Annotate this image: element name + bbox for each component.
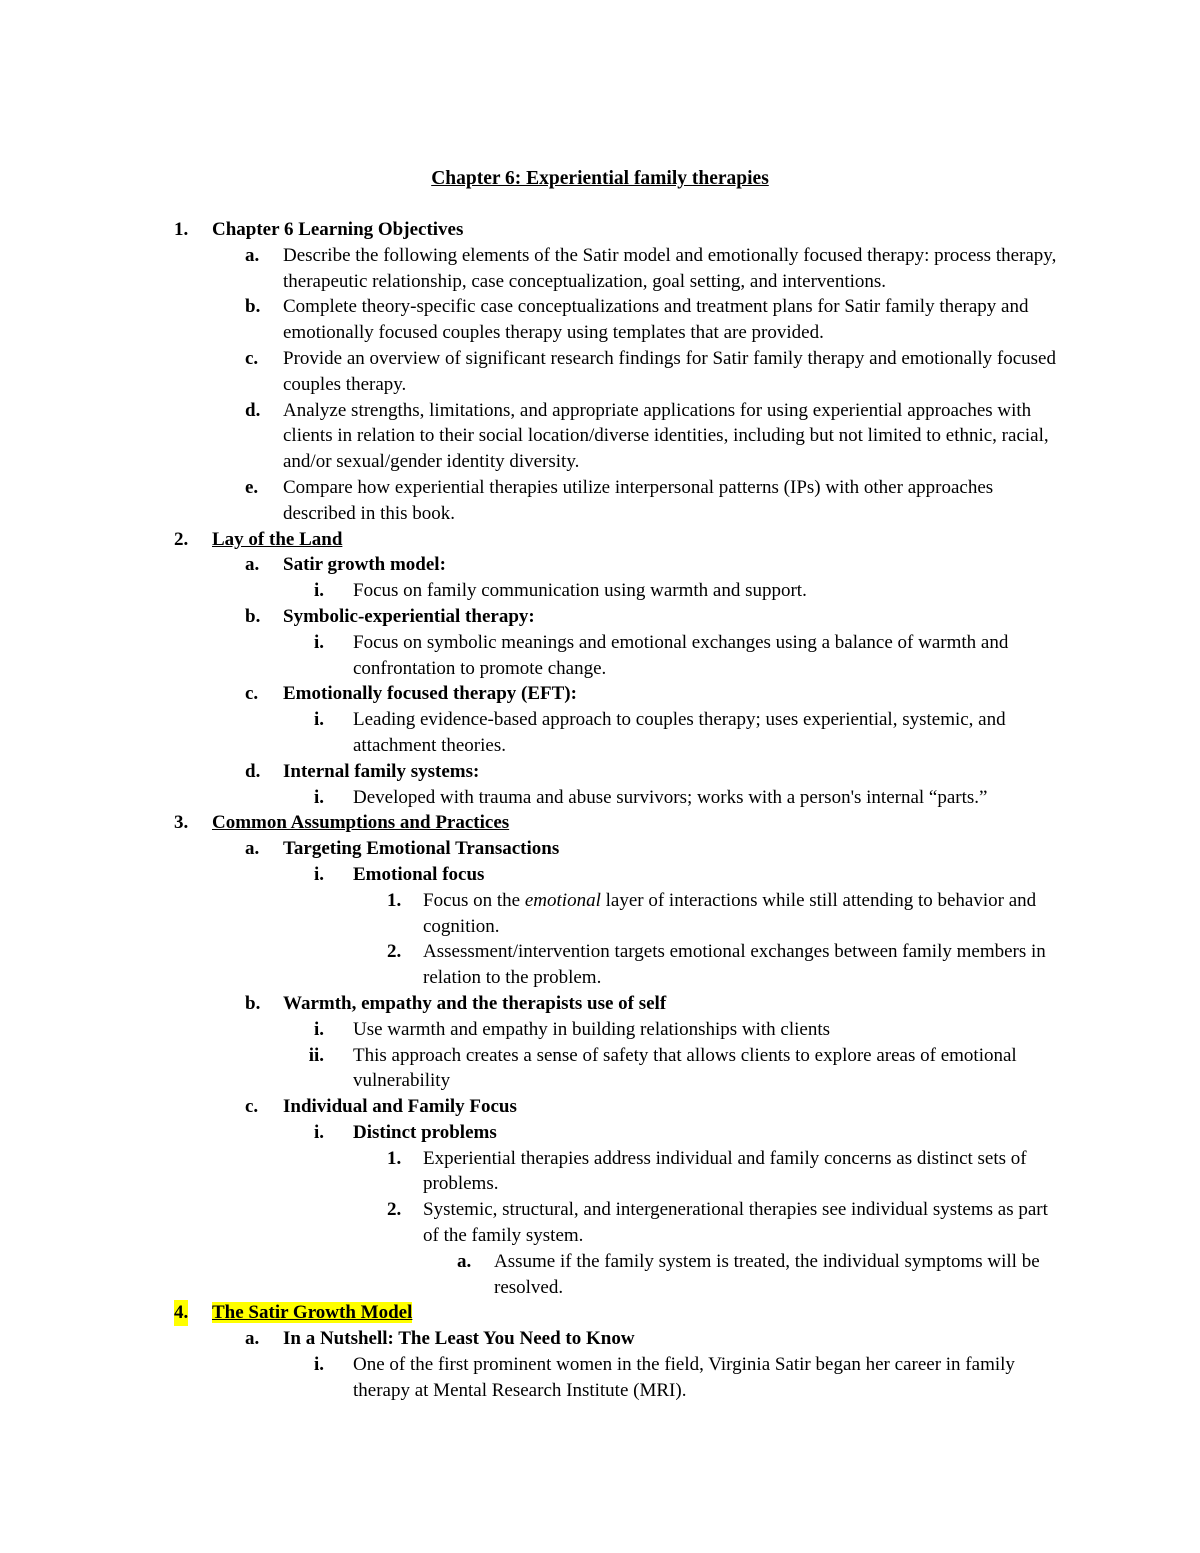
page-title: Chapter 6: Experiential family therapies bbox=[431, 168, 769, 189]
section-2 bbox=[0, 527, 1200, 553]
item-marker: i. bbox=[313, 863, 324, 885]
assumption-a-i-2 bbox=[0, 939, 1200, 991]
item-marker: i. bbox=[313, 631, 324, 653]
item-marker: b. bbox=[245, 992, 261, 1014]
item-text: Systemic, structural, and intergenerational therapies see individual systems as part of the family system. bbox=[423, 1199, 1048, 1247]
section-number: 3. bbox=[174, 812, 189, 834]
assumption-c-i-1 bbox=[0, 1146, 1200, 1198]
section-heading: Common Assumptions and Practices bbox=[212, 812, 510, 834]
outline bbox=[0, 217, 1200, 1404]
section-heading: Lay of the Land bbox=[212, 528, 343, 550]
item-text: One of the first prominent women in the field, Virginia Satir began her career in family therapy at Mental Research Institute (MRI). bbox=[353, 1354, 1015, 1401]
item-text: Assume if the family system is treated, the individual symptoms will be resolved. bbox=[494, 1250, 1040, 1298]
objective-c bbox=[0, 346, 1200, 398]
approach-ifs-detail bbox=[0, 785, 1200, 811]
approach-eft bbox=[0, 681, 1200, 707]
item-marker: 2. bbox=[387, 941, 402, 963]
item-marker: b. bbox=[245, 605, 261, 627]
item-marker: a. bbox=[245, 838, 260, 860]
item-text: Assessment/intervention targets emotional exchanges between family members in relation to the problem. bbox=[423, 941, 1046, 989]
section-number: 4. bbox=[174, 1300, 188, 1326]
item-marker: c. bbox=[245, 1096, 259, 1118]
item-marker: a. bbox=[245, 554, 260, 576]
item-text: Compare how experiential therapies utilize interpersonal patterns (IPs) with other approaches described in this book. bbox=[283, 476, 994, 524]
item-text: Leading evidence-based approach to couples therapy; uses experiential, systemic, and attachment theories. bbox=[353, 709, 1006, 756]
item-text: Use warmth and empathy in building relationships with clients bbox=[353, 1018, 831, 1040]
item-text bbox=[423, 888, 1060, 940]
item-marker: a. bbox=[245, 1328, 260, 1350]
section-number: 2. bbox=[174, 528, 189, 550]
assumption-b-ii bbox=[0, 1043, 1200, 1095]
item-marker: a. bbox=[457, 1250, 472, 1272]
section-heading bbox=[212, 1300, 1070, 1326]
item-marker: d. bbox=[245, 760, 261, 782]
satir-a-i bbox=[0, 1352, 1200, 1404]
approach-satir-detail bbox=[0, 578, 1200, 604]
item-text: Emotionally focused therapy (EFT): bbox=[283, 683, 577, 705]
item-marker: c. bbox=[245, 347, 259, 369]
section-number: 1. bbox=[174, 219, 189, 240]
item-text: In a Nutshell: The Least You Need to Know bbox=[283, 1328, 635, 1350]
approach-satir bbox=[0, 552, 1200, 578]
item-marker: 1. bbox=[387, 1147, 402, 1169]
highlighted-heading: The Satir Growth Model bbox=[212, 1302, 413, 1324]
item-marker: c. bbox=[245, 683, 259, 705]
assumption-b-i bbox=[0, 1017, 1200, 1043]
item-marker: i. bbox=[313, 580, 324, 602]
item-text: Internal family systems: bbox=[283, 760, 480, 782]
item-marker: b. bbox=[245, 296, 261, 318]
item-text: Provide an overview of significant research findings for Satir family therapy and emotionally focused couples therapy. bbox=[283, 347, 1056, 395]
approach-symbolic bbox=[0, 604, 1200, 630]
text-part: layer of interactions while still attending to behavior and cognition. bbox=[423, 889, 1037, 937]
item-text: Satir growth model: bbox=[283, 554, 446, 576]
item-marker: e. bbox=[245, 476, 259, 498]
item-text: Focus on family communication using warmth and support. bbox=[353, 580, 807, 602]
item-marker: i. bbox=[313, 1018, 324, 1040]
assumption-a-i-1 bbox=[0, 888, 1200, 940]
section-1 bbox=[0, 217, 1200, 243]
assumption-a bbox=[0, 836, 1200, 862]
item-marker: 1. bbox=[387, 889, 402, 911]
item-marker: ii. bbox=[308, 1044, 324, 1066]
item-text: Emotional focus bbox=[353, 863, 485, 885]
item-marker: d. bbox=[245, 399, 261, 421]
section-4 bbox=[0, 1300, 1200, 1326]
assumption-c-i-2 bbox=[0, 1197, 1200, 1249]
item-marker: i. bbox=[313, 1354, 324, 1376]
item-marker: i. bbox=[313, 1121, 324, 1143]
item-text: This approach creates a sense of safety that allows clients to explore areas of emotional vulnerability bbox=[353, 1044, 1017, 1092]
objective-b bbox=[0, 294, 1200, 346]
approach-symbolic-detail bbox=[0, 630, 1200, 682]
assumption-c-i-2-a bbox=[0, 1249, 1200, 1301]
item-text: Distinct problems bbox=[353, 1121, 497, 1143]
item-marker: a. bbox=[245, 244, 260, 266]
satir-a bbox=[0, 1326, 1200, 1352]
assumption-c-i bbox=[0, 1120, 1200, 1146]
item-marker: i. bbox=[313, 786, 324, 808]
assumption-b bbox=[0, 991, 1200, 1017]
item-marker: 2. bbox=[387, 1199, 402, 1221]
item-text: Targeting Emotional Transactions bbox=[283, 838, 560, 860]
section-3 bbox=[0, 810, 1200, 836]
item-text: Experiential therapies address individual and family concerns as distinct sets of problems. bbox=[423, 1147, 1027, 1195]
item-text: Warmth, empathy and the therapists use of self bbox=[283, 992, 667, 1014]
item-text: Individual and Family Focus bbox=[283, 1096, 517, 1118]
item-text: Symbolic-experiential therapy: bbox=[283, 605, 535, 627]
item-text: Complete theory-specific case conceptualizations and treatment plans for Satir family therapy and emotionally focused couples therapy using templates that are provided. bbox=[283, 296, 1029, 344]
item-text: Focus on symbolic meanings and emotional exchanges using a balance of warmth and confrontation to promote change. bbox=[353, 631, 1009, 679]
text-part: Focus on the bbox=[423, 889, 525, 911]
approach-ifs bbox=[0, 759, 1200, 785]
section-heading: Chapter 6 Learning Objectives bbox=[212, 219, 464, 240]
item-text: Analyze strengths, limitations, and appropriate applications for using experiential approaches with clients in relation to their social location/diverse identities, including but not limited to ethnic, racial, and/or sexual/gender identity diversity. bbox=[283, 399, 1049, 473]
objective-d bbox=[0, 398, 1200, 475]
item-text: Developed with trauma and abuse survivors; works with a person's internal “parts.” bbox=[353, 786, 988, 808]
approach-eft-detail bbox=[0, 707, 1200, 759]
objective-a bbox=[0, 243, 1200, 295]
assumption-a-i bbox=[0, 862, 1200, 888]
item-text: Describe the following elements of the Satir model and emotionally focused therapy: process therapy, therapeutic relationship, case conceptualization, goal setting, and interventions. bbox=[283, 244, 1057, 292]
objective-e bbox=[0, 475, 1200, 527]
assumption-c bbox=[0, 1094, 1200, 1120]
emphasis-text: emotional bbox=[524, 889, 601, 911]
item-marker: i. bbox=[313, 709, 324, 731]
